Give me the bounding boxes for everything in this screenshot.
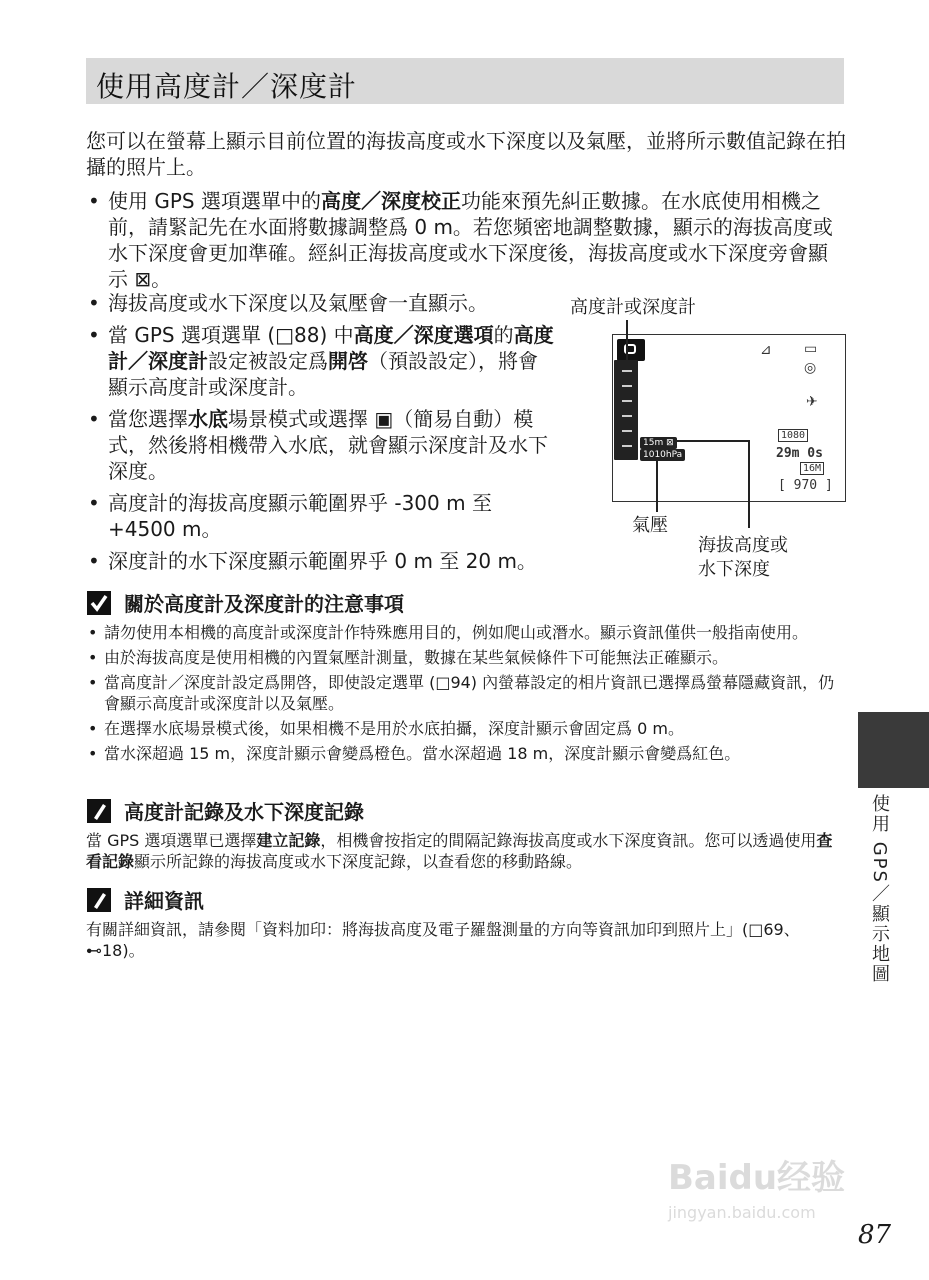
page-number: 87	[858, 1220, 892, 1250]
list-item: • 在選擇水底場景模式後，如果相機不是用於水底拍攝，深度計顯示會固定爲 0 m。	[86, 718, 846, 739]
bullet-depth-range: • 深度計的水下深度顯示範圍界乎 0 m 至 20 m。	[86, 548, 554, 574]
gps-satellite-icon: ✈	[806, 394, 818, 410]
leader-line-altitude-h	[674, 440, 750, 442]
bullet-gps-option: • 當 GPS 選項選單 (□88) 中高度／深度選項的高度計／深度計設定被設定爲開啓（預設設定），將會顯示高度計或深度計。	[86, 322, 554, 400]
chapter-tab	[858, 712, 929, 788]
bullet-always-shown: • 海拔高度或水下深度以及氣壓會一直顯示。	[86, 290, 554, 316]
log-heading: 高度計記錄及水下深度記錄	[86, 798, 364, 825]
leader-line-pressure	[656, 460, 658, 512]
list-item: • 請勿使用本相機的高度計或深度計作特殊應用目的，例如爬山或潛水。顯示資訊僅供一般指南使用。	[86, 622, 846, 643]
intro-paragraph: 您可以在螢幕上顯示目前位置的海拔高度或水下深度以及氣壓，並將所示數值記錄在拍攝的照片上。	[86, 129, 846, 179]
chapter-tab-text: 使用 GPS／顯示地圖	[869, 794, 890, 984]
detail-paragraph: 有關詳細資訊，請參閱「資料加印：將海拔高度及電子羅盤測量的方向等資訊加印到照片上」(□69、⊷18)。	[86, 920, 800, 960]
leader-line-gauge	[626, 320, 628, 362]
list-item: • 由於海拔高度是使用相機的內置氣壓計測量，數據在某些氣候條件下可能無法正確顯示。	[86, 647, 846, 668]
book-icon: □	[275, 323, 295, 347]
notes-heading: 關於高度計及深度計的注意事項	[86, 590, 404, 617]
vr-icon: ⊿	[760, 342, 772, 358]
bullet-altitude-range: • 高度計的海拔高度顯示範圍界乎 -300 m 至 +4500 m。	[86, 490, 554, 542]
image-size: 16M	[800, 462, 824, 475]
bullet-list-wide	[86, 188, 846, 298]
pencil-note-icon	[86, 887, 112, 913]
movie-resolution: 1080	[778, 429, 808, 442]
label-altimeter: 高度計或深度計	[570, 297, 696, 318]
label-altitude-1: 海拔高度或	[698, 535, 788, 556]
bullet-calibration: • 使用 GPS 選項選單中的高度／深度校正功能來預先糾正數據。在水底使用相機之前，請緊記先在水面將數據調整爲 0 m。若您頻密地調整數據，顯示的海拔高度或水下深度會更加準確。經糾正海拔高度或水下深度後，海拔高度或水下深度旁會顯示 ⊠。	[86, 188, 846, 292]
baidu-watermark: Baidu经验 jingyan.baidu.com	[668, 1158, 846, 1222]
exposure-count: [ 970 ]	[778, 478, 833, 493]
title-bar	[86, 58, 844, 104]
depth-gauge	[614, 360, 638, 460]
leader-line-altitude-v	[748, 440, 750, 528]
log-paragraph: 當 GPS 選項選單已選擇建立記錄，相機會按指定的間隔記錄海拔高度或水下深度資訊。您可以透過使用查看記錄顯示所記錄的海拔高度或水下深度記錄，以查看您的移動路線。	[86, 831, 833, 871]
stabilizer-icon: ◎	[804, 360, 817, 376]
depth-readout: 15m ⊠	[640, 437, 677, 449]
list-item: • 當水深超過 15 m，深度計顯示會變爲橙色。當水深超過 18 m，深度計顯示會變爲紅色。	[86, 743, 846, 764]
list-item: • 當高度計／深度計設定爲開啓，即使設定選單 (□94) 內螢幕設定的相片資訊已選擇爲螢幕隱藏資訊，仍會顯示高度計或深度計以及氣壓。	[86, 672, 846, 714]
notes-list	[86, 622, 846, 768]
page-title: 使用高度計／深度計	[96, 70, 358, 103]
easy-auto-camera-icon: ▣	[374, 407, 394, 431]
label-pressure: 氣壓	[632, 515, 668, 536]
detail-heading: 詳細資訊	[86, 887, 204, 914]
bullet-underwater: • 當您選擇水底場景模式或選擇 ▣（簡易自動）模式，然後將相機帶入水底，就會顯示深度計及水下深度。	[86, 406, 554, 484]
bullet-list-narrow	[86, 290, 556, 580]
pencil-note-icon	[86, 798, 112, 824]
check-icon	[86, 590, 112, 616]
camera-mode-icon	[617, 339, 645, 361]
remaining-time: 29m 0s	[776, 446, 823, 461]
label-altitude-2: 水下深度	[698, 559, 770, 580]
pressure-readout: 1010hPa	[640, 449, 685, 461]
battery-icon: ▭	[804, 341, 818, 357]
